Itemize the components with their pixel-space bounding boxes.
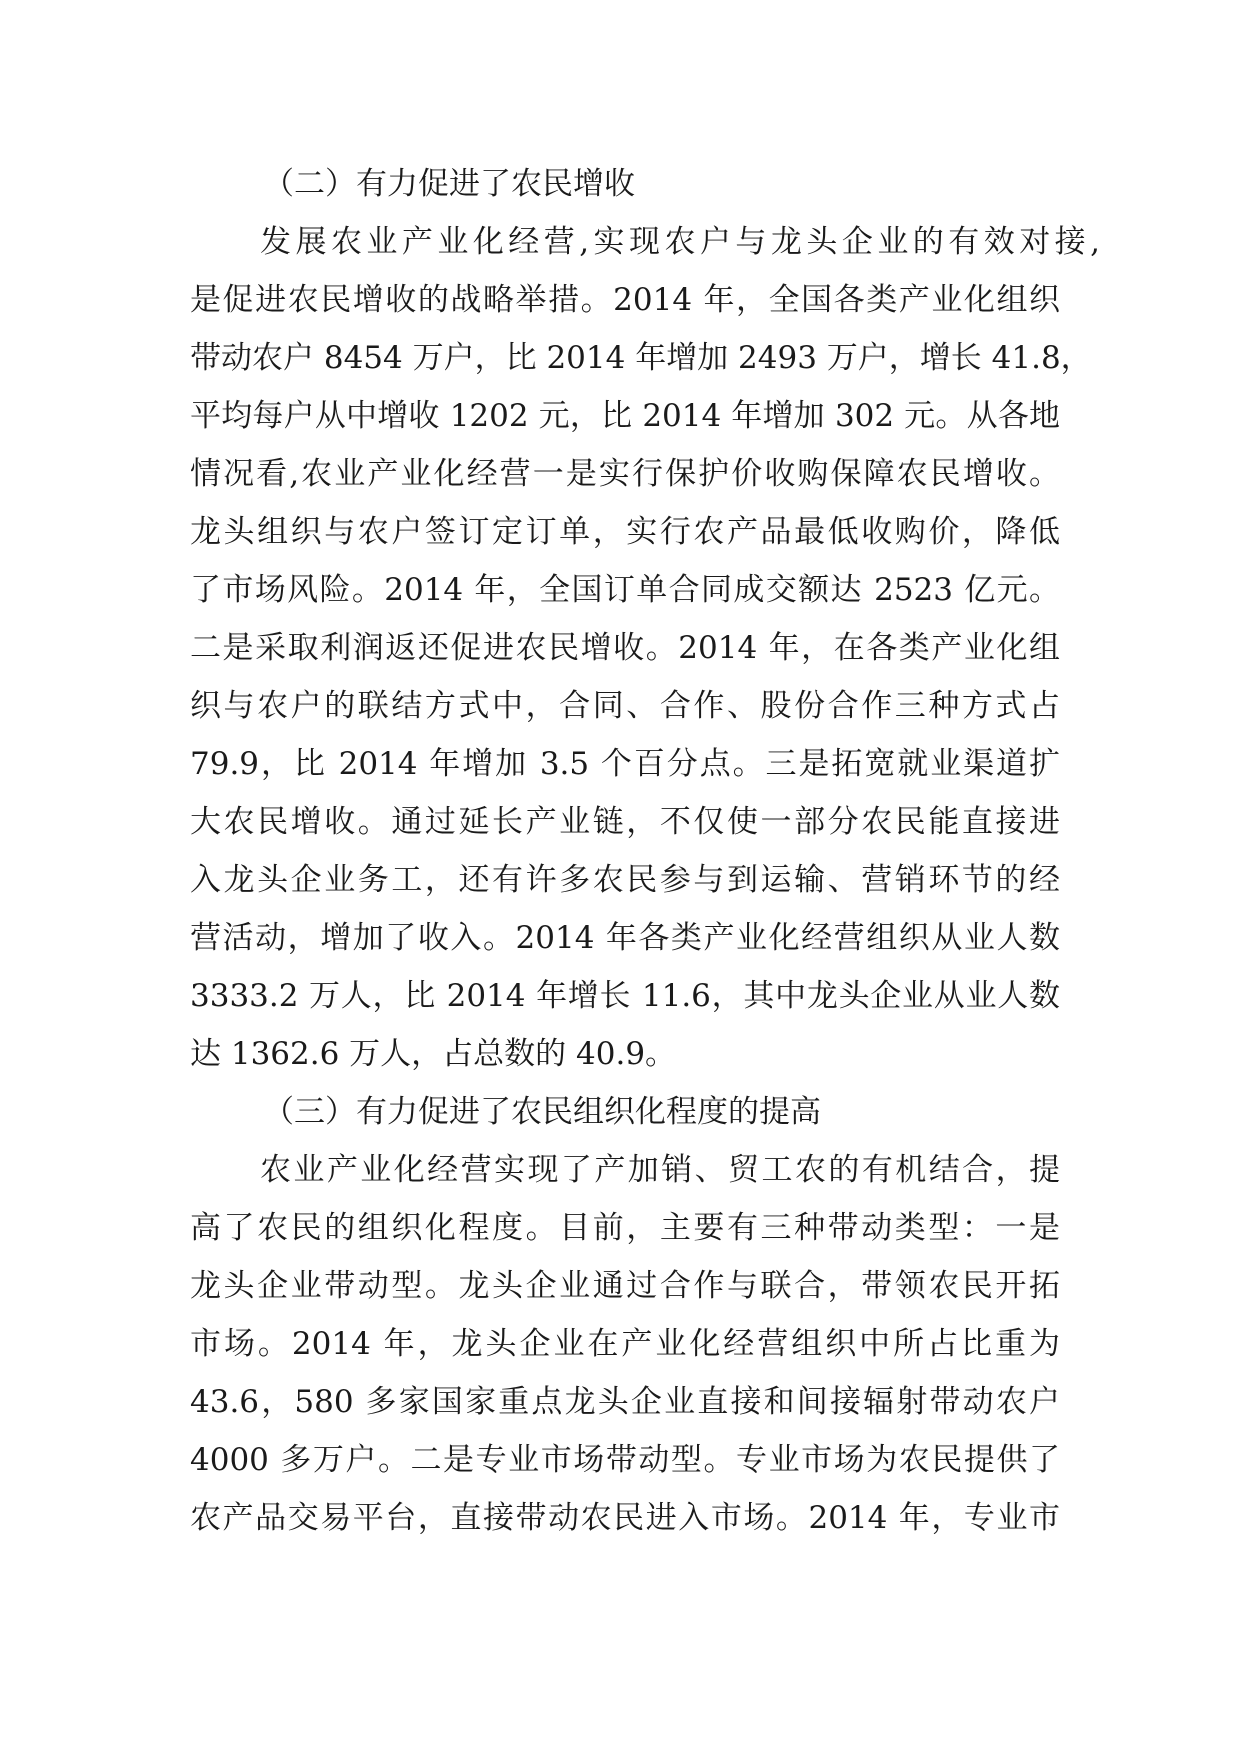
paragraph-line: 了市场风险。2014 年，全国订单合同成交额达 2523 亿元。 (190, 572, 1060, 608)
section-heading-3: （三）有力促进了农民组织化程度的提高 (263, 1094, 821, 1130)
paragraph-line: 二是采取利润返还促进农民增收。2014 年，在各类产业化组 (190, 630, 1060, 666)
paragraph-line: 4000 多万户。二是专业市场带动型。专业市场为农民提供了 (190, 1442, 1060, 1478)
paragraph-line: 农业产业化经营实现了产加销、贸工农的有机结合，提 (260, 1152, 1060, 1188)
paragraph-line: 平均每户从中增收 1202 元，比 2014 年增加 302 元。从各地 (190, 398, 1060, 434)
paragraph-line: 达 1362.6 万人，占总数的 40.9。 (190, 1036, 677, 1072)
paragraph-line: 入龙头企业务工，还有许多农民参与到运输、营销环节的经 (190, 862, 1060, 898)
paragraph-line: 3333.2 万人，比 2014 年增长 11.6，其中龙头企业从业人数 (190, 978, 1060, 1014)
paragraph-line: 龙头企业带动型。龙头企业通过合作与联合，带领农民开拓 (190, 1268, 1060, 1304)
paragraph-line: 发展农业产业化经营,实现农户与龙头企业的有效对接, (260, 224, 1100, 260)
paragraph-line: 43.6，580 多家国家重点龙头企业直接和间接辐射带动农户 (190, 1384, 1060, 1420)
paragraph-line: 情况看,农业产业化经营一是实行保护价收购保障农民增收。 (190, 456, 1060, 492)
paragraph-line: 是促进农民增收的战略举措。2014 年，全国各类产业化组织 (190, 282, 1060, 318)
paragraph-line: 农产品交易平台，直接带动农民进入市场。2014 年，专业市 (190, 1500, 1060, 1536)
paragraph-line: 带动农户 8454 万户，比 2014 年增加 2493 万户，增长 41.8， (190, 340, 1092, 376)
paragraph-line: 市场。2014 年，龙头企业在产业化经营组织中所占比重为 (190, 1326, 1060, 1362)
paragraph-line: 龙头组织与农户签订定订单，实行农产品最低收购价，降低 (190, 514, 1060, 550)
paragraph-line: 大农民增收。通过延长产业链，不仅使一部分农民能直接进 (190, 804, 1060, 840)
paragraph-line: 织与农户的联结方式中，合同、合作、股份合作三种方式占 (190, 688, 1060, 724)
paragraph-line: 高了农民的组织化程度。目前，主要有三种带动类型：一是 (190, 1210, 1060, 1246)
paragraph-line: 营活动，增加了收入。2014 年各类产业化经营组织从业人数 (190, 920, 1060, 956)
paragraph-line: 79.9，比 2014 年增加 3.5 个百分点。三是拓宽就业渠道扩 (190, 746, 1060, 782)
section-heading-2: （二）有力促进了农民增收 (263, 166, 635, 202)
